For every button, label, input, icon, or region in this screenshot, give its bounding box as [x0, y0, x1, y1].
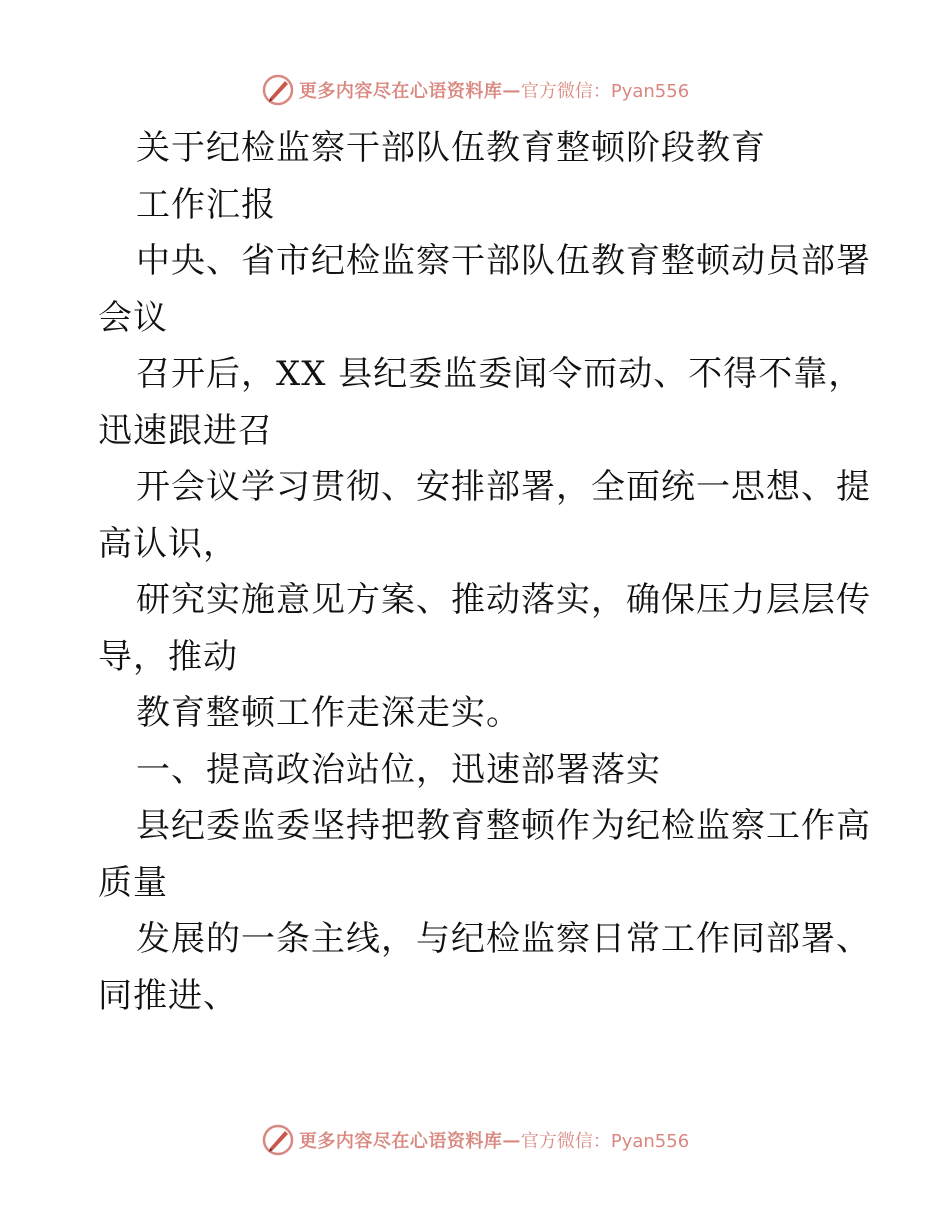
document-line: 迅速跟进召 — [98, 410, 273, 451]
banner-wechat-text: 官方微信：Pyan556 — [520, 1131, 690, 1152]
document-body — [98, 120, 871, 1024]
document-line: 中央、省市纪检监察干部队伍教育整顿动员部署 — [136, 241, 871, 281]
quill-logo-icon — [261, 73, 295, 107]
banner-site-text: 更多内容尽在心语资料库 — [298, 1131, 503, 1152]
document-line: 开会议学习贯彻、安排部署，全面统一思想、提 — [136, 467, 871, 507]
document-line: 质量 — [98, 862, 168, 903]
banner-site-text: 更多内容尽在心语资料库 — [298, 81, 503, 102]
header-watermark-banner — [0, 70, 950, 110]
document-line: 高认识， — [98, 523, 238, 564]
banner-dash: — — [502, 79, 521, 101]
document-line: 研究实施意见方案、推动落实，确保压力层层传 — [136, 580, 871, 620]
document-line: 县纪委监委坚持把教育整顿作为纪检监察工作高 — [136, 806, 871, 846]
document-line: 关于纪检监察干部队伍教育整顿阶段教育 — [136, 128, 766, 168]
document-line: 同推进、 — [98, 975, 238, 1016]
banner-dash: — — [502, 1129, 521, 1151]
document-line: 导，推动 — [98, 636, 238, 677]
banner-wechat-text: 官方微信：Pyan556 — [520, 81, 690, 102]
footer-watermark-banner — [0, 1120, 950, 1160]
document-line: 发展的一条主线，与纪检监察日常工作同部署、 — [136, 919, 871, 959]
quill-logo-icon — [261, 1123, 295, 1157]
document-line: 召开后，XX 县纪委监委闻令而动、不得不靠， — [136, 354, 864, 394]
document-line: 工作汇报 — [136, 184, 276, 225]
document-line: 一、提高政治站位，迅速部署落实 — [136, 749, 661, 790]
document-line: 教育整顿工作走深走实。 — [136, 693, 521, 733]
document-line: 会议 — [98, 297, 168, 338]
